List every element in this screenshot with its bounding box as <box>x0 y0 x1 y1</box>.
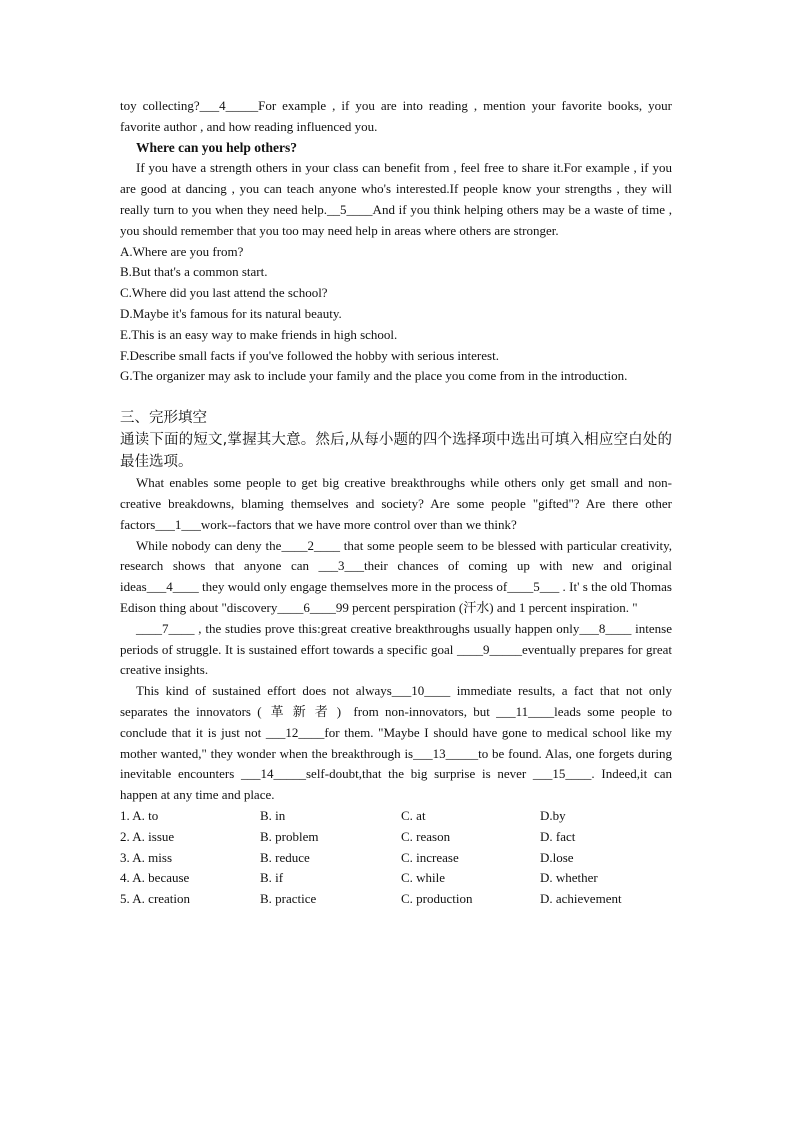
option-g: G.The organizer may ask to include your family and the place you come from in the introduction. <box>120 368 628 384</box>
question-4-option-a: 4. A. because <box>120 870 190 886</box>
cloze-paragraph-1: What enables some people to get big creative breakthroughs while others only get small and non-creative breakdowns, blaming themselves and society? Are some people "gifted"? Are there other factors___1___work--factors that we have more control over than we think? <box>120 475 672 532</box>
section-heading-help-others: Where can you help others? <box>136 139 297 155</box>
option-e: E.This is an easy way to make friends in high school. <box>120 326 398 342</box>
option-d: D.Maybe it's famous for its natural beauty. <box>120 305 342 321</box>
question-3-option-c: C. increase <box>401 849 459 865</box>
document-page <box>120 96 672 910</box>
question-5-option-d: D. achievement <box>540 891 622 907</box>
option-f: F.Describe small facts if you've followed the hobby with serious interest. <box>120 347 499 363</box>
cloze-paragraph-2: While nobody can deny the____2____ that some people seem to be blessed with particular creativity, research shows that anyone can ___3___their chances of coming up with new and original ideas___4____ they would only engage themselves more in the process of____5___ . It' s the old Thomas Edison thing about "discovery____6____99 percent perspiration (汗水) and 1 percent inspiration. " <box>120 537 672 615</box>
paragraph-help-others: If you have a strength others in your class can benefit from , feel free to share it.For example , if you are good at dancing , you can teach anyone who's interested.If people know your strengths , they will really turn to you when they need help.__5____And if you think helping others may be a waste of time , you should remember that you too may need help in areas where others are stronger. <box>120 160 672 238</box>
question-2-option-b: B. problem <box>260 828 319 844</box>
innovators-chinese-gloss: (革新者) <box>257 703 348 719</box>
question-2-option-d: D. fact <box>540 828 576 844</box>
paragraph-top: toy collecting?___4_____For example , if you are into reading , mention your favorite books, your favorite author , and how reading influenced you. <box>120 98 672 134</box>
section-title-cloze: 三、完形填空 <box>120 410 207 427</box>
cloze-instruction: 通读下面的短文,掌握其大意。然后,从每小题的四个选择项中选出可填入相应空白处的最佳选项。 <box>120 432 672 471</box>
question-1-option-a: 1. A. to <box>120 807 159 823</box>
question-3-option-d: D.lose <box>540 849 574 865</box>
question-3-option-b: B. reduce <box>260 849 310 865</box>
question-5-option-b: B. practice <box>260 891 317 907</box>
question-4-option-b: B. if <box>260 870 284 886</box>
options-list <box>120 242 672 388</box>
question-3-option-a: 3. A. miss <box>120 849 173 865</box>
option-b: B.But that's a common start. <box>120 264 268 280</box>
cloze-paragraph-3: ____7____ , the studies prove this:great creative breakthroughs usually happen only___8____ intense periods of struggle. It is sustained effort towards a specific goal ____9_____eventually prepares for great creative insights. <box>120 620 672 678</box>
option-a: A.Where are you from? <box>120 243 244 259</box>
question-4-option-c: C. while <box>401 870 446 886</box>
question-2-option-a: 2. A. issue <box>120 828 175 844</box>
option-c: C.Where did you last attend the school? <box>120 285 328 301</box>
cloze-paragraph-4 <box>120 681 672 806</box>
question-1-option-b: B. in <box>260 807 286 823</box>
question-4-option-d: D. whether <box>540 870 598 886</box>
question-5-option-a: 5. A. creation <box>120 891 191 907</box>
question-5-option-c: C. production <box>401 891 473 907</box>
question-2-option-c: C. reason <box>401 828 451 844</box>
cloze-paragraph-4-part-b: from non-innovators, but ___11____leads some people to conclude that it is just not ___12____for them. "Maybe I should have gone to medical school like my mother wanted," they wonder when the breakthrough is___13_____to be found. Alas, one forgets during inevitable encounters ___14_____self-doubt,that the big surprise is never ___15____. Indeed,it can happen at any time and place. <box>120 703 672 803</box>
question-1-option-d: D.by <box>540 807 566 823</box>
cloze-paragraph-4-part-a: This kind of sustained effort does not always___10____ immediate results, a fact that not only separates the innovators <box>120 683 672 719</box>
question-1-option-c: C. at <box>401 807 426 823</box>
question-options-grid <box>120 806 672 910</box>
